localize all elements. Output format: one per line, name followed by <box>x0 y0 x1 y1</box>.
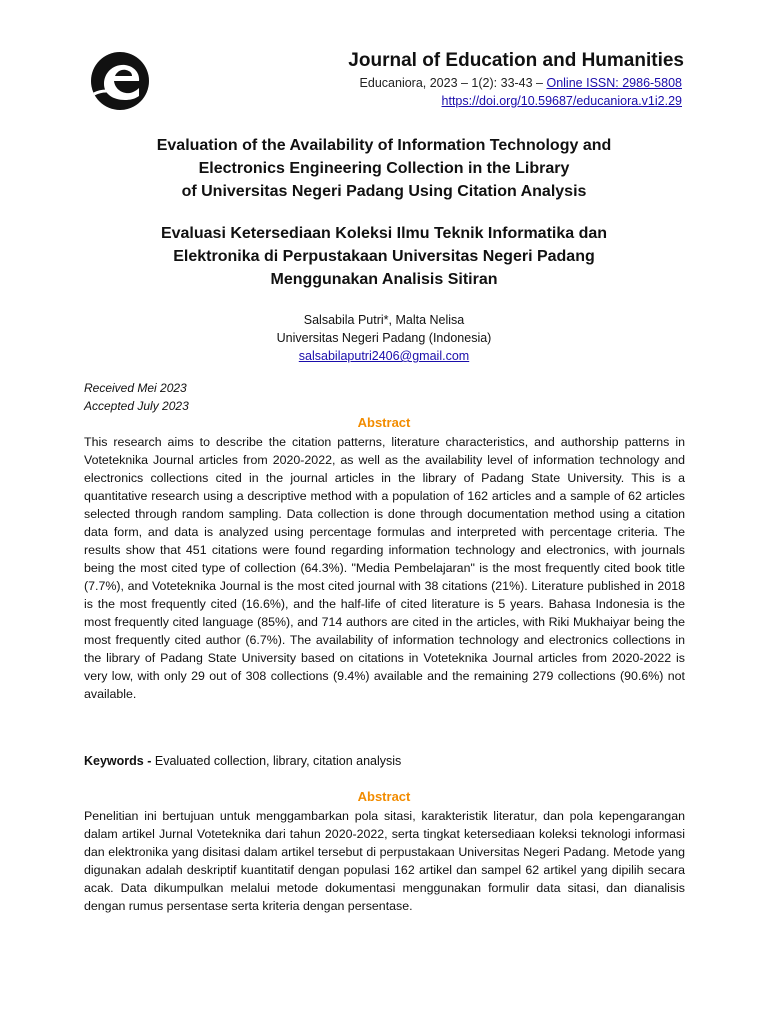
journal-title: Journal of Education and Humanities <box>348 50 684 71</box>
title-line: of Universitas Negeri Padang Using Citation Analysis <box>181 183 587 200</box>
abstract-text-indonesian: Penelitian ini bertujuan untuk menggambarkan pola sitasi, karakteristik literatur, dan pola kepengarangan dalam artikel Jurnal Voteteknika dari tahun 2020-2022, serta tingkat ketersediaan koleksi teknologi informasi dan elektronika yang disitasi dalam artikel tersebut di perpustakaan Universitas Negeri Padang. Metode yang digunakan adalah deskriptif kuantitatif dengan populasi 162 artikel dan sampel 62 artikel yang dipilih secara acak. Data dikumpulkan melalui metode dokumentasi menggunakan formulir data sitasi, dan dianalisis dengan rumus persentase serta kriteria dengan persentase. <box>84 809 685 913</box>
doi-line <box>442 94 682 108</box>
received-date: Received Mei 2023 <box>84 381 187 395</box>
author-affiliation: Universitas Negeri Padang (Indonesia) <box>276 331 492 345</box>
abstract-heading-english: Abstract <box>357 415 411 430</box>
title-line: Elektronika di Perpustakaan Universitas Negeri Padang <box>173 248 595 265</box>
author-names: Salsabila Putri*, Malta Nelisa <box>303 313 465 327</box>
title-line: Evaluation of the Availability of Information Technology and <box>156 137 612 154</box>
abstract-heading-indonesian: Abstract <box>357 789 411 804</box>
title-line: Electronics Engineering Collection in the Library <box>198 160 570 177</box>
abstract-text-english: This research aims to describe the citation patterns, literature characteristics, and authorship patterns in Voteteknika Journal articles from 2020-2022, as well as the availability level of information technology and electronics collections cited in the journal articles in the library of Padang State University. This is a quantitative research using a descriptive method with a population of 162 articles and a sample of 62 articles selected through random sampling. Data collection is done through documentation method using a citation data form, and data is analyzed using percentage formulas and interpreted with percentage criteria. The results show that 451 citations were found regarding information technology and electronics, with journals being the most cited type of collection (64.3%). "Media Pembelajaran" is the most frequently cited book title (7.7%), and Voteteknika Journal is the most cited journal with 38 citations (21%). Literature published in 2018 is the most frequently cited (16.6%), and the half-life of cited literature is 5 years. Bahasa Indonesia is the most frequently cited language (85%), and 714 authors are cited in the articles, with Riki Mukhaiyar being the most frequently cited author (6.7%). The availability of information technology and electronics collections in the library of Padang State University based on citations in Voteteknika Journal articles from 2020-2022 is very low, with only 29 out of 308 collections (9.4%) available and the remaining 279 collections (90.6%) not available. <box>84 435 685 701</box>
title-line: Evaluasi Ketersediaan Koleksi Ilmu Teknik Informatika dan <box>160 225 608 242</box>
title-line: Menggunakan Analisis Sitiran <box>270 271 498 288</box>
doi-link[interactable]: https://doi.org/10.59687/educaniora.v1i2.29 <box>441 94 682 108</box>
keywords-line <box>84 752 401 770</box>
issn-link[interactable]: Online ISSN: 2986-5808 <box>546 76 682 90</box>
journal-logo <box>88 50 152 112</box>
citation-line <box>360 76 682 90</box>
title-indonesian <box>84 222 684 291</box>
keywords-text: Evaluated collection, library, citation analysis <box>154 754 402 768</box>
educaniora-logo-icon <box>88 50 152 112</box>
keywords-label: Keywords - <box>84 754 155 768</box>
author-email-link[interactable]: salsabilaputri2406@gmail.com <box>298 349 470 363</box>
title-english <box>84 134 684 203</box>
citation-prefix: Educaniora, 2023 – 1(2): 33-43 – <box>359 76 547 90</box>
accepted-date: Accepted July 2023 <box>84 399 189 413</box>
author-email-line <box>84 347 684 365</box>
